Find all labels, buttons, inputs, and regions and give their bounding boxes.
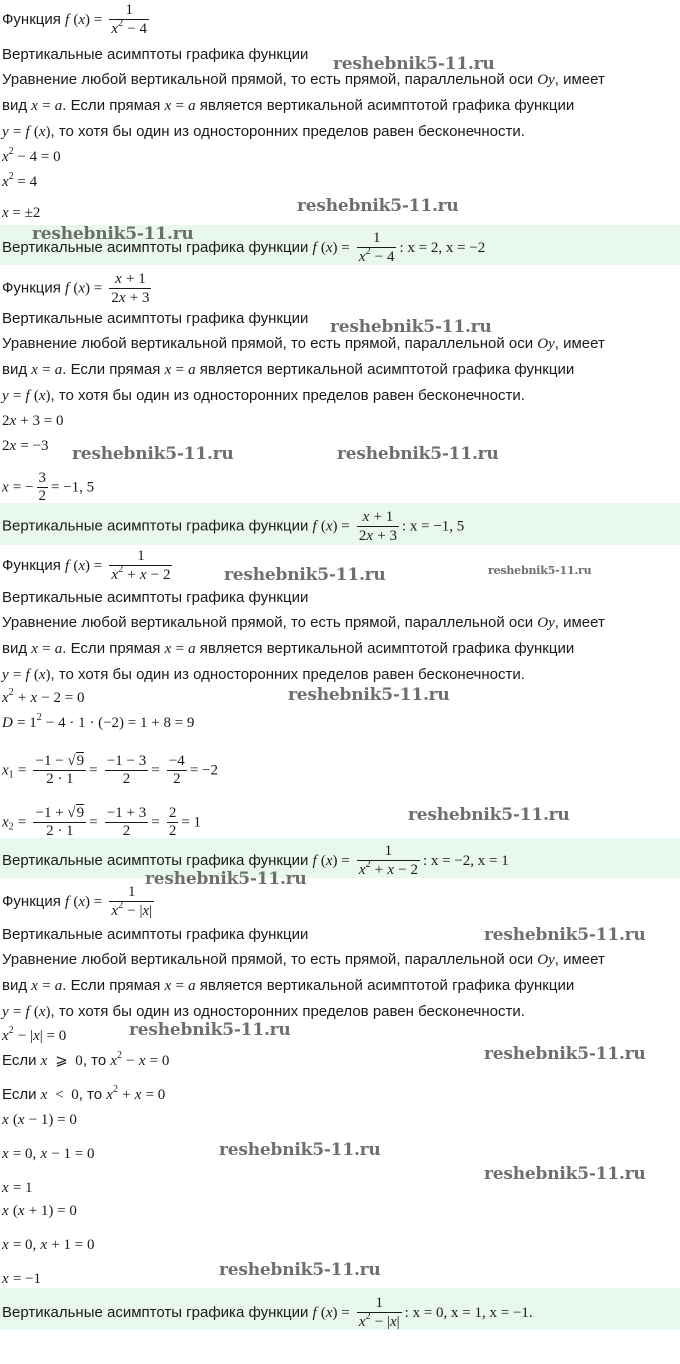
func-word: Функция bbox=[2, 892, 61, 910]
equation-step: x = 0, x + 1 = 0 bbox=[2, 1237, 95, 1253]
answer-result: : x = −1, 5 bbox=[401, 518, 465, 535]
explanation-line-2: вид x = a. Если прямая x = a является вертикальной асимптотой графика функции bbox=[2, 977, 575, 994]
watermark: reshebnik5-11.ru bbox=[488, 564, 592, 577]
answer-heading: Вертикальные асимптоты графика функции bbox=[2, 238, 309, 256]
function-definition-a: Функция f (x) = $\frac{1}{x^2 - 4}$ bbox=[2, 2, 147, 37]
equation-step: x = −1 bbox=[2, 1271, 42, 1287]
watermark: reshebnik5-11.ru bbox=[72, 444, 234, 464]
explanation-text: . Если прямая bbox=[62, 361, 161, 378]
answer-result: : x = 0, x = 1, x = −1. bbox=[404, 1304, 533, 1321]
explanation-text: Уравнение любой вертикальной прямой, то есть прямой, параллельной оси bbox=[2, 614, 534, 631]
explanation-text: является вертикальной асимптотой графика функции bbox=[199, 977, 575, 994]
explanation-line-3: y = f (x), то хотя бы один из односторонних пределов равен бесконечности. bbox=[2, 666, 525, 683]
fraction: $\frac{1}{x^2 - |x|}$ bbox=[358, 1295, 400, 1330]
answer-line-d: Вертикальные асимптоты графика функции f (x) = $\frac{1}{x^2 - |x|}$ : x = 0, x = 1, x = −1. bbox=[2, 1295, 533, 1330]
fraction: $\frac{-4}{2}$ bbox=[168, 753, 185, 787]
func-word: Функция bbox=[2, 10, 61, 28]
explanation-line-1: Уравнение любой вертикальной прямой, то есть прямой, параллельной оси Oy, имеет bbox=[2, 71, 605, 88]
explanation-line-2: вид x = a. Если прямая x = a является вертикальной асимптотой графика функции bbox=[2, 361, 575, 378]
explanation-text: , имеет bbox=[554, 951, 605, 968]
equation-step: Если x < 0, то $x^2 + x = 0$ bbox=[2, 1084, 166, 1103]
watermark: reshebnik5-11.ru bbox=[145, 869, 307, 889]
watermark: reshebnik5-11.ru bbox=[224, 565, 386, 585]
fraction: $\frac{3}{2}$ bbox=[38, 470, 47, 504]
explanation-line-1: Уравнение любой вертикальной прямой, то есть прямой, параллельной оси Oy, имеет bbox=[2, 335, 605, 352]
explanation-text: Уравнение любой вертикальной прямой, то есть прямой, параллельной оси bbox=[2, 335, 534, 352]
answer-result: : x = −2, x = 1 bbox=[422, 852, 509, 869]
answer-heading: Вертикальные асимптоты графика функции bbox=[2, 517, 309, 535]
asymptote-heading-a: Вертикальные асимптоты графика функции bbox=[2, 46, 309, 63]
explanation-text: , то хотя бы один из односторонних пределов равен бесконечности. bbox=[50, 1003, 525, 1020]
func-word: Функция bbox=[2, 279, 61, 297]
answer-line-c: Вертикальные асимптоты графика функции f (x) = $\frac{1}{x^2 + x - 2}$ : x = −2, x = 1 bbox=[2, 843, 509, 878]
equation-step: $x^2 = 4$ bbox=[2, 171, 38, 190]
watermark: reshebnik5-11.ru bbox=[129, 1020, 291, 1040]
watermark: reshebnik5-11.ru bbox=[337, 444, 499, 464]
equation-step: x = − $\frac{3}{2}$ = −1, 5 bbox=[2, 470, 95, 504]
fraction: $\frac{1}{x^2 - 4}$ bbox=[111, 2, 147, 37]
if-word: Если bbox=[2, 1052, 37, 1069]
fraction: $\frac{1}{x^2 - 4}$ bbox=[358, 230, 395, 265]
explanation-text: вид bbox=[2, 977, 28, 994]
explanation-text: , имеет bbox=[554, 71, 605, 88]
explanation-line-2: вид x = a. Если прямая x = a является вертикальной асимптотой графика функции bbox=[2, 97, 575, 114]
equation-step: $D = 1^2 - 4 \cdot 1 \cdot (-2) = 1 + 8 = 9$ bbox=[2, 712, 195, 731]
answer-heading: Вертикальные асимптоты графика функции bbox=[2, 1303, 309, 1321]
watermark: reshebnik5-11.ru bbox=[297, 196, 459, 216]
explanation-text: , то хотя бы один из односторонних пределов равен бесконечности. bbox=[50, 123, 525, 140]
equation-step: $x^2 - |x| = 0$ bbox=[2, 1025, 67, 1044]
answer-line-a: Вертикальные асимптоты графика функции f (x) = $\frac{1}{x^2 - 4}$ : x = 2, x = −2 bbox=[2, 230, 486, 265]
asymptote-heading-d: Вертикальные асимптоты графика функции bbox=[2, 926, 309, 943]
explanation-text: Уравнение любой вертикальной прямой, то есть прямой, параллельной оси bbox=[2, 71, 534, 88]
explanation-text: вид bbox=[2, 640, 28, 657]
watermark: reshebnik5-11.ru bbox=[219, 1140, 381, 1160]
explanation-text: вид bbox=[2, 97, 28, 114]
explanation-text: является вертикальной асимптотой графика функции bbox=[199, 97, 575, 114]
equation-step: $x^2 + x - 2 = 0$ bbox=[2, 687, 85, 706]
explanation-line-1: Уравнение любой вертикальной прямой, то есть прямой, параллельной оси Oy, имеет bbox=[2, 951, 605, 968]
fraction: $\frac{-1 + √9}{2 \cdot 1}$ bbox=[35, 805, 85, 839]
equation-step: x (x − 1) = 0 bbox=[2, 1112, 77, 1128]
explanation-text: является вертикальной асимптотой графика функции bbox=[199, 640, 575, 657]
watermark: reshebnik5-11.ru bbox=[219, 1260, 381, 1280]
explanation-line-2: вид x = a. Если прямая x = a является вертикальной асимптотой графика функции bbox=[2, 640, 575, 657]
watermark: reshebnik5-11.ru bbox=[330, 317, 492, 337]
fraction: $\frac{-1 - 3}{2}$ bbox=[106, 753, 147, 787]
explanation-line-3: y = f (x), то хотя бы один из односторонних пределов равен бесконечности. bbox=[2, 123, 525, 140]
fraction: $\frac{-1 - √9}{2 \cdot 1}$ bbox=[35, 753, 85, 787]
fraction: $\frac{x + 1}{2x + 3}$ bbox=[111, 271, 150, 306]
watermark: reshebnik5-11.ru bbox=[484, 925, 646, 945]
explanation-text: . Если прямая bbox=[62, 977, 161, 994]
explanation-text: , имеет bbox=[554, 335, 605, 352]
explanation-text: , то хотя бы один из односторонних пределов равен бесконечности. bbox=[50, 666, 525, 683]
fraction: $\frac{x + 1}{2x + 3}$ bbox=[358, 509, 397, 544]
explanation-line-3: y = f (x), то хотя бы один из односторонних пределов равен бесконечности. bbox=[2, 1003, 525, 1020]
function-definition-b: Функция f (x) = $\frac{x + 1}{2x + 3}$ bbox=[2, 271, 150, 306]
watermark: reshebnik5-11.ru bbox=[32, 224, 194, 244]
equation-step: $x^2 - 4 = 0$ bbox=[2, 146, 61, 165]
func-word: Функция bbox=[2, 556, 61, 574]
equation-step: x = ±2 bbox=[2, 205, 41, 221]
fraction: $\frac{1}{x^2 + x - 2}$ bbox=[358, 843, 418, 878]
fraction: $\frac{-1 + 3}{2}$ bbox=[106, 805, 147, 839]
fraction: $\frac{1}{x^2 + x - 2}$ bbox=[111, 548, 171, 583]
asymptote-heading-b: Вертикальные асимптоты графика функции bbox=[2, 310, 309, 327]
asymptote-heading-c: Вертикальные асимптоты графика функции bbox=[2, 589, 309, 606]
equation-step: x = 1 bbox=[2, 1180, 33, 1196]
fraction: $\frac{2}{2}$ bbox=[168, 805, 177, 839]
watermark: reshebnik5-11.ru bbox=[408, 805, 570, 825]
equation-step: $x_2$ = $\frac{-1 + √9}{2 \cdot 1}$ = $\frac{-1 + 3}{2}$ = $\frac{2}{2}$ = 1 bbox=[2, 805, 202, 839]
watermark: reshebnik5-11.ru bbox=[484, 1164, 646, 1184]
explanation-text: является вертикальной асимптотой графика функции bbox=[199, 361, 575, 378]
explanation-text: вид bbox=[2, 361, 28, 378]
explanation-text: . Если прямая bbox=[62, 97, 161, 114]
explanation-text: . Если прямая bbox=[62, 640, 161, 657]
explanation-line-3: y = f (x), то хотя бы один из односторонних пределов равен бесконечности. bbox=[2, 387, 525, 404]
answer-heading: Вертикальные асимптоты графика функции bbox=[2, 851, 309, 869]
then-word: , то bbox=[78, 1086, 103, 1103]
explanation-text: Уравнение любой вертикальной прямой, то есть прямой, параллельной оси bbox=[2, 951, 534, 968]
function-definition-c: Функция f (x) = $\frac{1}{x^2 + x - 2}$ bbox=[2, 548, 171, 583]
equation-step: Если x ⩾ 0, то $x^2 - x = 0$ bbox=[2, 1050, 170, 1069]
equation-step: $x_1$ = $\frac{-1 - √9}{2 \cdot 1}$ = $\frac{-1 - 3}{2}$ = $\frac{-4}{2}$ = −2 bbox=[2, 753, 218, 787]
equation-step: 2x + 3 = 0 bbox=[2, 413, 64, 429]
answer-result: : x = 2, x = −2 bbox=[399, 239, 486, 256]
then-word: , то bbox=[82, 1052, 107, 1069]
explanation-line-1: Уравнение любой вертикальной прямой, то есть прямой, параллельной оси Oy, имеет bbox=[2, 614, 605, 631]
answer-line-b: Вертикальные асимптоты графика функции f (x) = $\frac{x + 1}{2x + 3}$ : x = −1, 5 bbox=[2, 509, 465, 544]
if-word: Если bbox=[2, 1086, 37, 1103]
watermark: reshebnik5-11.ru bbox=[484, 1044, 646, 1064]
equation-step: x = 0, x − 1 = 0 bbox=[2, 1146, 95, 1162]
equation-step: x (x + 1) = 0 bbox=[2, 1203, 77, 1219]
watermark: reshebnik5-11.ru bbox=[288, 685, 450, 705]
explanation-text: , имеет bbox=[554, 614, 605, 631]
watermark: reshebnik5-11.ru bbox=[333, 54, 495, 74]
equation-step: 2x = −3 bbox=[2, 438, 49, 454]
fraction: $\frac{1}{x^2 - |x|}$ bbox=[111, 884, 153, 919]
function-definition-d: Функция f (x) = $\frac{1}{x^2 - |x|}$ bbox=[2, 884, 153, 919]
explanation-text: , то хотя бы один из односторонних пределов равен бесконечности. bbox=[50, 387, 525, 404]
